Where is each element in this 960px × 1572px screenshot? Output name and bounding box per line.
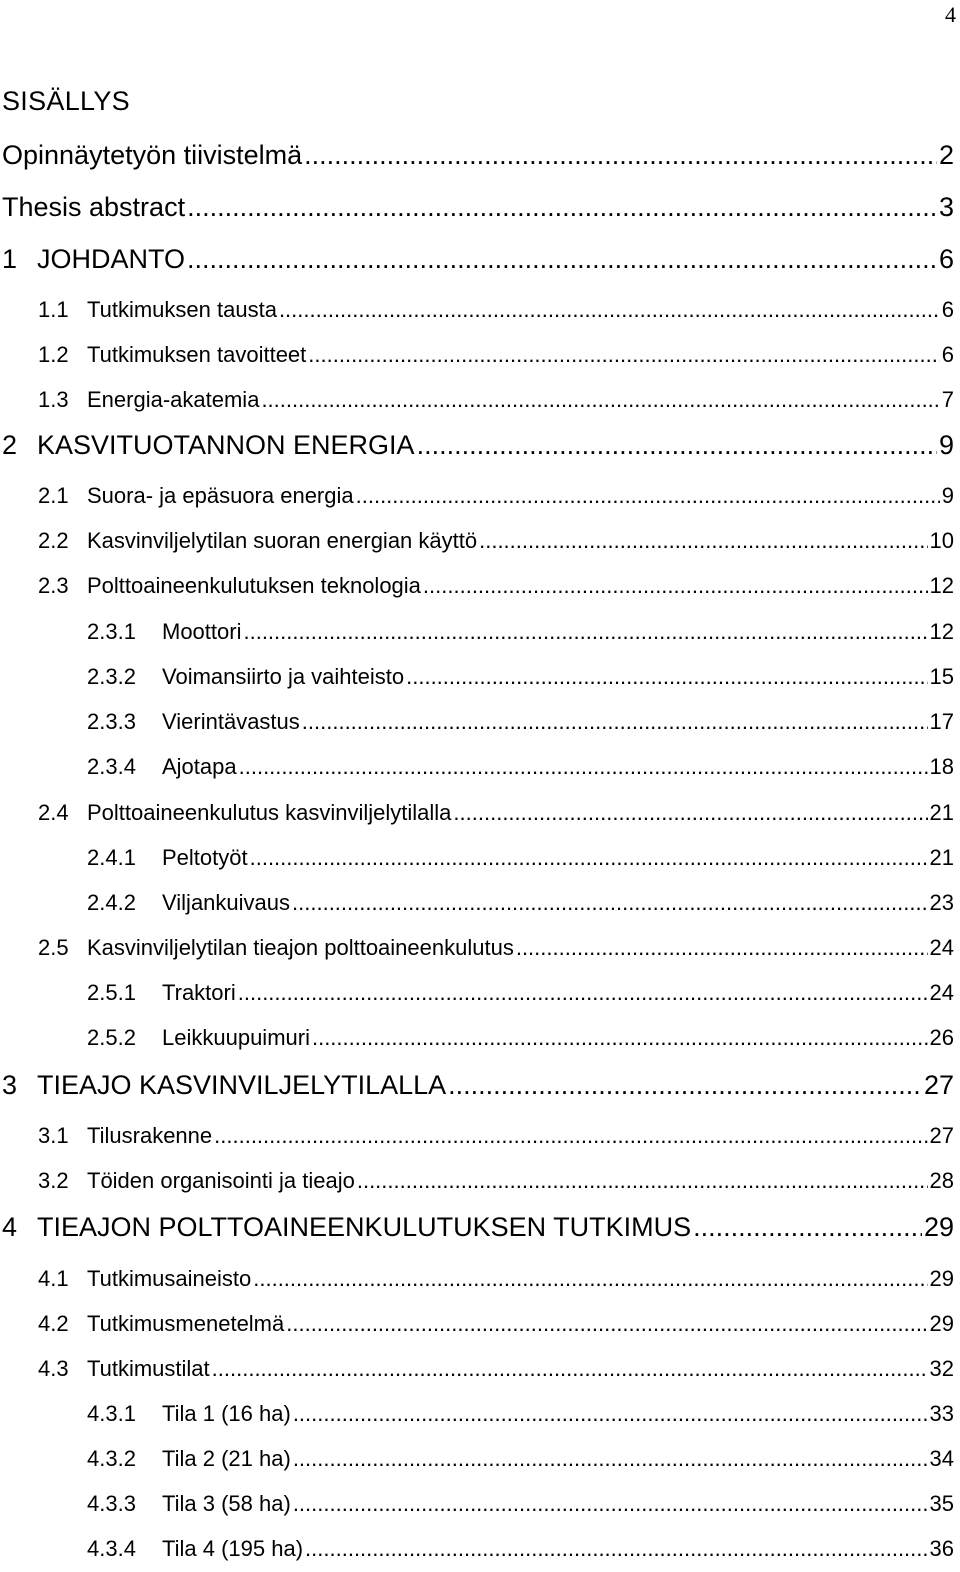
- toc-entry-page: 3: [938, 192, 954, 222]
- toc-dot-leader: [286, 1311, 927, 1337]
- toc-entry[interactable]: [0, 244, 954, 275]
- toc-entry-page: 26: [929, 1025, 954, 1050]
- toc-entry-number: 2.5.1: [87, 980, 136, 1005]
- toc-dot-leader: [448, 1070, 922, 1101]
- toc-entry-title: Peltotyöt: [162, 845, 248, 870]
- toc-entry-page: 23: [929, 890, 954, 915]
- toc-entry[interactable]: [0, 342, 954, 368]
- toc-entry-title: Tila 3 (58 ha): [162, 1491, 291, 1516]
- toc-dot-leader: [187, 244, 937, 275]
- toc-entry-page: 33: [929, 1401, 954, 1426]
- toc-entry-title: TIEAJO KASVINVILJELYTILALLA: [37, 1070, 447, 1100]
- toc-dot-leader: [417, 430, 937, 461]
- toc-entry-title: Traktori: [162, 980, 236, 1005]
- toc-entry-number: 3.2: [38, 1168, 69, 1193]
- toc-entry-title: Leikkuupuimuri: [162, 1025, 310, 1050]
- toc-entry[interactable]: [0, 845, 954, 871]
- toc-entry[interactable]: [0, 1266, 954, 1292]
- toc-entry-title: Vierintävastus: [162, 709, 300, 734]
- toc-entry-number: 2.3.2: [87, 664, 136, 689]
- toc-entry-page: 32: [929, 1356, 954, 1381]
- toc-entry-page: 27: [929, 1123, 954, 1148]
- toc-entry-title: Kasvinviljelytilan tieajon polttoaineenkulutus: [87, 935, 514, 960]
- toc-dot-leader: [302, 709, 928, 735]
- toc-entry-title: Tutkimusmenetelmä: [87, 1311, 285, 1336]
- toc-entry[interactable]: [0, 619, 954, 645]
- toc-entry-page: 9: [941, 483, 954, 508]
- toc-entry-number: 2: [2, 430, 18, 460]
- toc-entry-title: Energia-akatemia: [87, 387, 260, 412]
- toc-heading: SISÄLLYS: [2, 86, 130, 116]
- toc-entry-title: Polttoaineenkulutus kasvinviljelytilalla: [87, 800, 452, 825]
- toc-entry[interactable]: [0, 1123, 954, 1149]
- toc-entry[interactable]: [0, 140, 954, 171]
- toc-dot-leader: [304, 140, 937, 171]
- toc-entry-title: Tila 4 (195 ha): [162, 1536, 304, 1561]
- toc-entry-page: 36: [929, 1536, 954, 1561]
- toc-entry[interactable]: [0, 387, 954, 413]
- toc-dot-leader: [293, 1401, 928, 1427]
- toc-entry[interactable]: [0, 573, 954, 599]
- toc-dot-leader: [406, 664, 927, 690]
- toc-dot-leader: [212, 1356, 928, 1382]
- toc-dot-leader: [479, 528, 927, 554]
- toc-entry-number: 2.4: [38, 800, 69, 825]
- toc-entry-title: JOHDANTO: [37, 244, 186, 274]
- toc-entry[interactable]: [0, 980, 954, 1006]
- toc-entry-title: Suora- ja epäsuora energia: [87, 483, 354, 508]
- toc-entry-page: 12: [929, 619, 954, 644]
- toc-entry-number: 2.1: [38, 483, 69, 508]
- toc-entry[interactable]: [0, 935, 954, 961]
- toc-entry-number: 2.5: [38, 935, 69, 960]
- toc-entry[interactable]: [0, 1491, 954, 1517]
- toc-entry-page: 6: [941, 297, 954, 322]
- toc-dot-leader: [308, 342, 939, 368]
- toc-entry-page: 24: [929, 980, 954, 1005]
- page-number: 4: [945, 2, 956, 27]
- toc-dot-leader: [357, 1168, 928, 1194]
- toc-dot-leader: [239, 754, 928, 780]
- toc-entry-number: 1.1: [38, 297, 69, 322]
- toc-dot-leader: [253, 1266, 927, 1292]
- toc-entry-page: 28: [929, 1168, 954, 1193]
- toc-entry-title: Moottori: [162, 619, 242, 644]
- toc-entry-number: 4.3.3: [87, 1491, 136, 1516]
- toc-entry-page: 9: [938, 430, 954, 460]
- toc-entry[interactable]: [0, 1401, 954, 1427]
- toc-entry-title: Polttoaineenkulutuksen teknologia: [87, 573, 421, 598]
- toc-entry-number: 4.3.1: [87, 1401, 136, 1426]
- toc-entry-page: 6: [938, 244, 954, 274]
- toc-entry-page: 12: [929, 573, 954, 598]
- toc-entry[interactable]: [0, 1168, 954, 1194]
- toc-entry-number: 3: [2, 1070, 18, 1100]
- toc-dot-leader: [292, 890, 928, 916]
- toc-dot-leader: [238, 980, 928, 1006]
- toc-dot-leader: [293, 1446, 928, 1472]
- toc-dot-leader: [214, 1123, 927, 1149]
- toc-entry-title: KASVITUOTANNON ENERGIA: [37, 430, 415, 460]
- toc-dot-leader: [293, 1491, 928, 1517]
- toc-dot-leader: [279, 297, 940, 323]
- toc-entry-title: Töiden organisointi ja tieajo: [87, 1168, 355, 1193]
- toc-entry[interactable]: [0, 528, 954, 554]
- toc-entry-page: 21: [929, 845, 954, 870]
- toc-entry-page: 6: [941, 342, 954, 367]
- toc-entry-number: 4: [2, 1212, 18, 1242]
- toc-entry-title: Kasvinviljelytilan suoran energian käyttö: [87, 528, 478, 553]
- toc-entry-title: TIEAJON POLTTOAINEENKULUTUKSEN TUTKIMUS: [37, 1212, 692, 1242]
- toc-dot-leader: [305, 1536, 927, 1562]
- toc-entry-page: 10: [929, 528, 954, 553]
- toc-entry[interactable]: [0, 754, 954, 780]
- toc-entry-page: 2: [938, 140, 954, 170]
- toc-entry-number: 2.4.2: [87, 890, 136, 915]
- toc-entry-page: 29: [923, 1212, 954, 1242]
- toc-entry-title: Opinnäytetyön tiivistelmä: [2, 140, 303, 170]
- toc-entry-number: 3.1: [38, 1123, 69, 1148]
- toc-entry-page: 24: [929, 935, 954, 960]
- toc-entry[interactable]: [0, 483, 954, 509]
- toc-dot-leader: [693, 1212, 922, 1243]
- toc-entry[interactable]: [0, 1025, 954, 1051]
- toc-entry[interactable]: [0, 297, 954, 323]
- toc-entry-title: Tila 2 (21 ha): [162, 1446, 291, 1471]
- toc-entry[interactable]: [0, 1311, 954, 1337]
- toc-entry-page: 35: [929, 1491, 954, 1516]
- toc-entry-title: Tutkimustilat: [87, 1356, 210, 1381]
- toc-entry-number: 2.5.2: [87, 1025, 136, 1050]
- toc-dot-leader: [187, 192, 937, 223]
- toc-entry[interactable]: [0, 1212, 954, 1243]
- toc-entry[interactable]: [0, 800, 954, 826]
- toc-entry[interactable]: [0, 430, 954, 461]
- toc-entry-title: Tutkimuksen tavoitteet: [87, 342, 307, 367]
- toc-entry-number: 2.3.3: [87, 709, 136, 734]
- toc-entry-number: 4.3.2: [87, 1446, 136, 1471]
- toc-entry-title: Ajotapa: [162, 754, 237, 779]
- toc-entry-number: 1: [2, 244, 18, 274]
- toc-entry-title: Tila 1 (16 ha): [162, 1401, 291, 1426]
- toc-entry-title: Tutkimusaineisto: [87, 1266, 252, 1291]
- toc-dot-leader: [243, 619, 927, 645]
- toc-entry[interactable]: [0, 890, 954, 916]
- toc-entry-title: Tilusrakenne: [87, 1123, 213, 1148]
- toc-dot-leader: [250, 845, 928, 871]
- toc-entry-title: Voimansiirto ja vaihteisto: [162, 664, 405, 689]
- toc-entry-title: Viljankuivaus: [162, 890, 291, 915]
- toc-entry-page: 21: [929, 800, 954, 825]
- toc-entry[interactable]: [0, 1070, 954, 1101]
- toc-entry-page: 17: [929, 709, 954, 734]
- toc-entry-number: 2.2: [38, 528, 69, 553]
- toc-dot-leader: [312, 1025, 928, 1051]
- toc-dot-leader: [516, 935, 928, 961]
- toc-entry[interactable]: [0, 709, 954, 735]
- toc-entry-number: 1.2: [38, 342, 69, 367]
- toc-dot-leader: [453, 800, 927, 826]
- toc-entry-number: 2.3.1: [87, 619, 136, 644]
- toc-entry-number: 2.3: [38, 573, 69, 598]
- toc-entry[interactable]: [0, 1446, 954, 1472]
- toc-entry-page: 15: [929, 664, 954, 689]
- toc-entry[interactable]: [0, 1356, 954, 1382]
- toc-entry-page: 29: [929, 1266, 954, 1291]
- toc-entry[interactable]: [0, 664, 954, 690]
- toc-entry[interactable]: [0, 1536, 954, 1562]
- toc-entry-page: 34: [929, 1446, 954, 1471]
- toc-entry-number: 4.1: [38, 1266, 69, 1291]
- toc-dot-leader: [356, 483, 940, 509]
- toc-entry-title: Thesis abstract: [2, 192, 186, 222]
- toc-entry-number: 2.4.1: [87, 845, 136, 870]
- toc-entry-page: 7: [941, 387, 954, 412]
- toc-entry-number: 4.3: [38, 1356, 69, 1381]
- toc-entry-number: 1.3: [38, 387, 69, 412]
- toc-entry-title: Tutkimuksen tausta: [87, 297, 277, 322]
- toc-entry-page: 29: [929, 1311, 954, 1336]
- toc-entry-number: 4.2: [38, 1311, 69, 1336]
- toc-entry-number: 4.3.4: [87, 1536, 136, 1561]
- toc-dot-leader: [261, 387, 939, 413]
- toc-entry-page: 27: [923, 1070, 954, 1100]
- toc-entry-page: 18: [929, 754, 954, 779]
- toc-dot-leader: [423, 573, 928, 599]
- toc-entry[interactable]: [0, 192, 954, 223]
- toc-entry-number: 2.3.4: [87, 754, 136, 779]
